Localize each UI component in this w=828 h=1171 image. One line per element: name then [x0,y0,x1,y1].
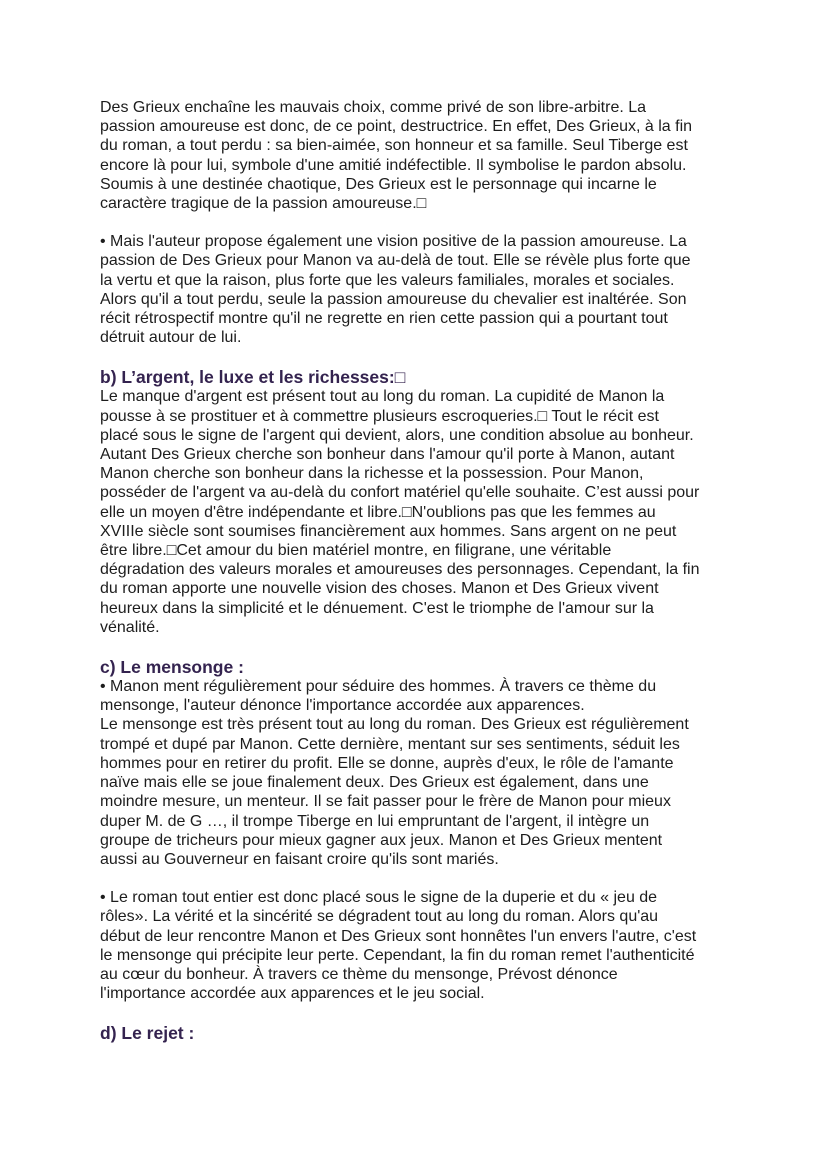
text-line: aussi au Gouverneur en faisant croire qu'ils sont mariés. [100,850,499,868]
text-line: Le mensonge est très présent tout au long du roman. Des Grieux est régulièrement [100,716,689,734]
spacer [100,1003,740,1023]
text-line: Autant Des Grieux cherche son bonheur dans l'amour qu'il porte à Manon, autant [100,446,675,464]
text-line: elle un moyen d'être indépendante et libre.□N'oublions pas que les femmes au [100,503,656,521]
paragraph-lies [100,677,740,869]
text-line: mensonge, l'auteur dénonce l'importance accordée aux apparences. [100,697,585,715]
text-line: encore là pour lui, symbole d'une amitié indéfectible. Il symbolise le pardon absolu. [100,156,687,174]
text-line: au cœur du bonheur. À travers ce thème du mensonge, Prévost dénonce [100,965,618,983]
text-line: du roman apporte une nouvelle vision des choses. Manon et Des Grieux vivent [100,580,659,598]
paragraph-positive-passion [100,232,740,347]
text-line: trompé et dupé par Manon. Cette dernière, mentant sur ses sentiments, séduit les [100,735,680,753]
text-line: Le manque d'argent est présent tout au long du roman. La cupidité de Manon la [100,388,665,406]
spacer [100,637,740,657]
text-line: • Le roman tout entier est donc placé sous le signe de la duperie et du « jeu de [100,889,658,907]
text-line: Soumis à une destinée chaotique, Des Grieux est le personnage qui incarne le [100,175,657,193]
text-line: placé sous le signe de l'argent qui devient, alors, une condition absolue au bonheur. [100,426,694,444]
text-line: passion amoureuse est donc, de ce point, destructrice. En effet, Des Grieux, à la fin [100,118,693,136]
section-heading-lies: c) Le mensonge : [100,657,244,678]
text-line: rôles». La vérité et la sincérité se dégradent tout au long du roman. Alors qu'au [100,908,659,926]
paragraph-destructive-passion [100,98,740,213]
text-line: hommes pour en retirer du profit. Elle se donne, auprès d'eux, le rôle de l'amante [100,754,674,772]
text-line: Manon cherche son bonheur dans la richesse et la possession. Pour Manon, [100,465,644,483]
text-line: XVIIIe siècle sont soumises financièrement aux hommes. Sans argent on ne peut [100,522,677,540]
text-line: • Mais l'auteur propose également une vision positive de la passion amoureuse. La [100,233,687,251]
text-line: pousse à se prostituer et à commettre plusieurs escroqueries.□ Tout le récit est [100,407,659,425]
paragraph-money [100,387,740,637]
text-line: détruit autour de lui. [100,329,242,347]
text-line: la vertu et que la raison, plus forte que les valeurs familiales, morales et sociales. [100,271,675,289]
text-line: passion de Des Grieux pour Manon va au-delà de tout. Elle se révèle plus forte que [100,252,691,270]
spacer [100,347,740,367]
text-line: récit rétrospectif montre qu'il ne regrette en rien cette passion qui a pourtant tout [100,310,668,328]
text-line: moindre mesure, un menteur. Il se fait passer pour le frère de Manon pour mieux [100,793,671,811]
text-line: groupe de tricheurs pour mieux gagner aux jeux. Manon et Des Grieux mentent [100,831,663,849]
text-line: duper M. de G …, il trompe Tiberge en lui empruntant de l'argent, il intègre un [100,812,650,830]
text-line: Alors qu'il a tout perdu, seule la passion amoureuse du chevalier est inaltérée. Son [100,290,687,308]
text-line: le mensonge qui précipite leur perte. Cependant, la fin du roman remet l'authenticité [100,946,695,964]
text-line: du roman, a tout perdu : sa bien-aimée, son honneur et sa famille. Seul Tiberge est [100,137,688,155]
paragraph-deception [100,888,740,1003]
text-line: naïve mais elle se joue finalement deux. Des Grieux est également, dans une [100,774,649,792]
text-line: posséder de l'argent va au-delà du confort matériel qu'elle souhaite. C’est aussi pour [100,484,700,502]
text-line: • Manon ment régulièrement pour séduire des hommes. À travers ce thème du [100,678,657,696]
document-page [100,98,740,1158]
text-line: heureux dans la simplicité et le dénuement. C'est le triomphe de l'amour sur la [100,599,654,617]
text-line: caractère tragique de la passion amoureuse.□ [100,195,427,213]
section-heading-money: b) L’argent, le luxe et les richesses:□ [100,367,406,388]
text-line: dégradation des valeurs morales et amoureuses des personnages. Cependant, la fin [100,561,700,579]
text-line: Des Grieux enchaîne les mauvais choix, comme privé de son libre-arbitre. La [100,99,647,116]
text-line: être libre.□Cet amour du bien matériel montre, en filigrane, une véritable [100,542,612,560]
spacer [100,869,740,888]
spacer [100,213,740,232]
section-heading-rejection: d) Le rejet : [100,1023,195,1044]
text-line: l'importance accordée aux apparences et le jeu social. [100,985,485,1003]
text-line: début de leur rencontre Manon et Des Grieux sont honnêtes l'un envers l'autre, c'est [100,927,697,945]
text-line: vénalité. [100,618,160,636]
